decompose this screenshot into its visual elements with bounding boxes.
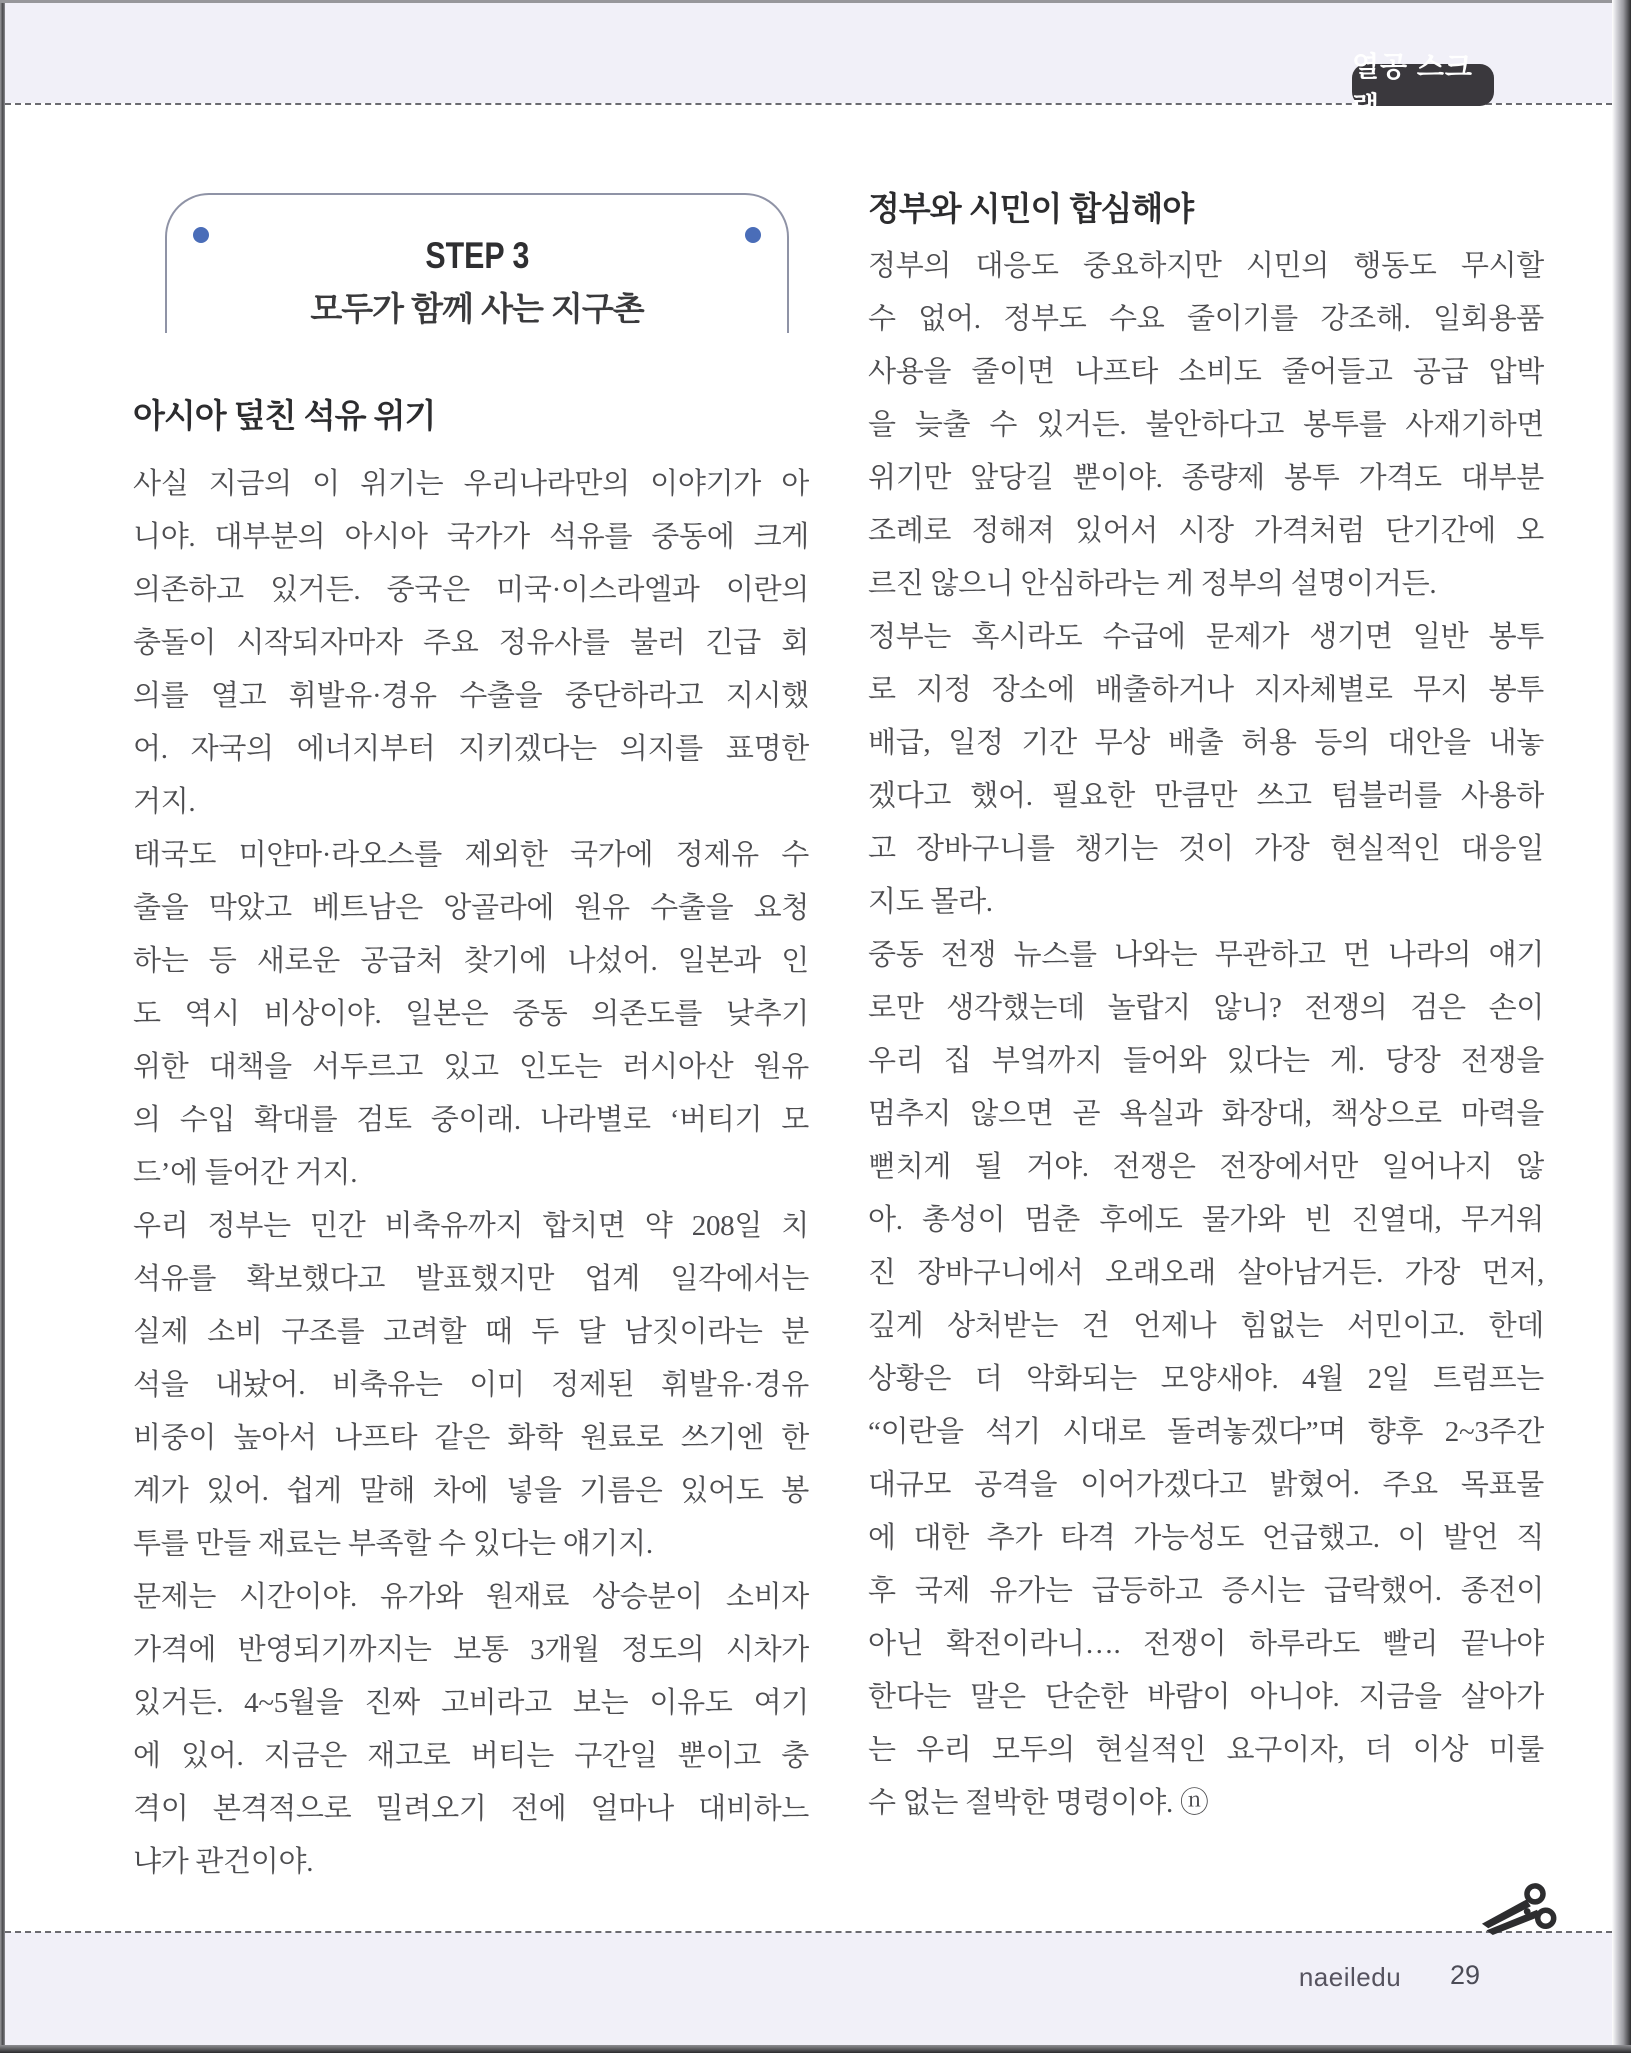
text-line: 고 장바구니를 챙기는 것이 가장 현실적인 대응일 (868, 833, 1544, 865)
step-title: 모두가 함께 사는 지구촌 (310, 290, 644, 327)
step-box (165, 193, 789, 333)
text-line: 태국도 미얀마·라오스를 제외한 국가에 정제유 수 (133, 839, 809, 871)
text-line: 진 장바구니에서 오래오래 살아남거든. 가장 먼저, (868, 1257, 1544, 1289)
footer-brand: naeiledu (1298, 1962, 1402, 1992)
text-line: 중동 전쟁 뉴스를 나와는 무관하고 먼 나라의 얘기 (868, 939, 1544, 971)
text-line: 문제는 시간이야. 유가와 원재료 상승분이 소비자 (133, 1581, 809, 1613)
text-line: “이란을 석기 시대로 돌려놓겠다”며 향후 2~3주간 (868, 1416, 1544, 1448)
text-line: 의존하고 있거든. 중국은 미국·이스라엘과 이란의 (133, 574, 809, 606)
text-line: 가격에 반영되기까지는 보통 3개월 정도의 시차가 (133, 1634, 809, 1666)
text-line: 냐가 관건이야. (133, 1846, 314, 1878)
text-line: 우리 정부는 민간 비축유까지 합치면 약 208일 치 (133, 1210, 809, 1242)
text-line: 정부의 대응도 중요하지만 시민의 행동도 무시할 (868, 250, 1544, 282)
text-line: 의 수입 확대를 검토 중이래. 나라별로 ‘버티기 모 (133, 1104, 809, 1136)
text-line: 계가 있어. 쉽게 말해 차에 넣을 기름은 있어도 봉 (133, 1475, 809, 1507)
page-edge-top (0, 0, 1631, 3)
text-line: 석유를 확보했다고 발표했지만 업계 일각에서는 (133, 1263, 809, 1295)
text-line: 수 없는 절박한 명령이야. ⓝ (868, 1787, 1209, 1819)
text-line: 의를 열고 휘발유·경유 수출을 중단하라고 지시했 (133, 680, 809, 712)
right-column-body (868, 240, 1544, 1830)
text-line: 어. 자국의 에너지부터 지키겠다는 의지를 표명한 (133, 733, 809, 765)
text-line: 하는 등 새로운 공급처 찾기에 나섰어. 일본과 인 (133, 945, 809, 977)
text-line: 니야. 대부분의 아시아 국가가 석유를 중동에 크게 (133, 521, 809, 553)
text-line: 실제 소비 구조를 고려할 때 두 달 남짓이라는 분 (133, 1316, 809, 1348)
text-line: 정부는 혹시라도 수급에 문제가 생기면 일반 봉투 (868, 621, 1544, 653)
page-edge-right (1612, 0, 1631, 2053)
text-line: 사실 지금의 이 위기는 우리나라만의 이야기가 아 (133, 468, 809, 500)
text-line: 위한 대책을 서두르고 있고 인도는 러시아산 원유 (133, 1051, 809, 1083)
text-line: 르진 않으니 안심하라는 게 정부의 설명이거든. (868, 568, 1437, 600)
text-line: 있거든. 4~5월을 진짜 고비라고 보는 이유도 여기 (133, 1687, 809, 1719)
text-line: 뻗치게 될 거야. 전쟁은 전장에서만 일어나지 않 (868, 1151, 1544, 1183)
right-section-heading: 정부와 시민이 합심해야 (868, 190, 1194, 227)
step-number-text: STEP 3 (424, 235, 529, 276)
text-line: 는 우리 모두의 현실적인 요구이자, 더 이상 미룰 (868, 1734, 1544, 1766)
bottom-cut-dashed-line (5, 1931, 1612, 1933)
text-line: 깊게 상처받는 건 언제나 힘없는 서민이고. 한데 (868, 1310, 1544, 1342)
text-line: 멈추지 않으면 곧 욕실과 화장대, 책상으로 마력을 (868, 1098, 1544, 1130)
text-line: 배급, 일정 기간 무상 배출 허용 등의 대안을 내놓 (868, 727, 1544, 759)
text-line: 후 국제 유가는 급등하고 증시는 급락했어. 종전이 (868, 1575, 1544, 1607)
text-line: 로만 생각했는데 놀랍지 않니? 전쟁의 검은 손이 (868, 992, 1544, 1024)
text-line: 을 늦출 수 있거든. 불안하다고 봉투를 사재기하면 (868, 409, 1544, 441)
text-line: 한다는 말은 단순한 바람이 아니야. 지금을 살아가 (868, 1681, 1544, 1713)
text-line: 출을 막았고 베트남은 앙골라에 원유 수출을 요청 (133, 892, 809, 924)
text-line: 우리 집 부엌까지 들어와 있다는 게. 당장 전쟁을 (868, 1045, 1544, 1077)
text-line: 도 역시 비상이야. 일본은 중동 의존도를 낮추기 (133, 998, 809, 1030)
text-line: 사용을 줄이면 나프타 소비도 줄어들고 공급 압박 (868, 356, 1544, 388)
text-line: 에 있어. 지금은 재고로 버티는 구간일 뿐이고 충 (133, 1740, 809, 1772)
scissors-icon (1479, 1881, 1560, 1936)
step-number (167, 235, 787, 277)
text-line: 충돌이 시작되자마자 주요 정유사를 불러 긴급 회 (133, 627, 809, 659)
text-line: 거지. (133, 786, 196, 818)
text-line: 투를 만들 재료는 부족할 수 있다는 얘기지. (133, 1528, 653, 1560)
text-line: 겠다고 했어. 필요한 만큼만 쓰고 텀블러를 사용하 (868, 780, 1544, 812)
text-line: 로 지정 장소에 배출하거나 지자체별로 무지 봉투 (868, 674, 1544, 706)
text-line: 석을 내놨어. 비축유는 이미 정제된 휘발유·경유 (133, 1369, 809, 1401)
scrap-badge: 열공 스크랩 (1352, 64, 1494, 106)
page-edge-left (0, 0, 5, 2053)
text-line: 대규모 공격을 이어가겠다고 밝혔어. 주요 목표물 (868, 1469, 1544, 1501)
text-line: 격이 본격적으로 밀려오기 전에 얼마나 대비하느 (133, 1793, 809, 1825)
left-column-body (133, 458, 809, 1889)
text-line: 에 대한 추가 타격 가능성도 언급했고. 이 발언 직 (868, 1522, 1544, 1554)
footer-page-number: 29 (1449, 1960, 1481, 1990)
text-line: 아닌 확전이라니…. 전쟁이 하루라도 빨리 끝나야 (868, 1628, 1544, 1660)
text-line: 드’에 들어간 거지. (133, 1157, 358, 1189)
page-edge-bottom (0, 2045, 1631, 2053)
text-line: 조례로 정해져 있어서 시장 가격처럼 단기간에 오 (868, 515, 1544, 547)
text-line: 비중이 높아서 나프타 같은 화학 원료로 쓰기엔 한 (133, 1422, 809, 1454)
text-line: 위기만 앞당길 뿐이야. 종량제 봉투 가격도 대부분 (868, 462, 1544, 494)
text-line: 상황은 더 악화되는 모양새야. 4월 2일 트럼프는 (868, 1363, 1544, 1395)
left-section-heading: 아시아 덮친 석유 위기 (133, 397, 436, 434)
text-line: 수 없어. 정부도 수요 줄이기를 강조해. 일회용품 (868, 303, 1544, 335)
text-line: 아. 총성이 멈춘 후에도 물가와 빈 진열대, 무거워 (868, 1204, 1544, 1236)
text-line: 지도 몰라. (868, 886, 993, 918)
